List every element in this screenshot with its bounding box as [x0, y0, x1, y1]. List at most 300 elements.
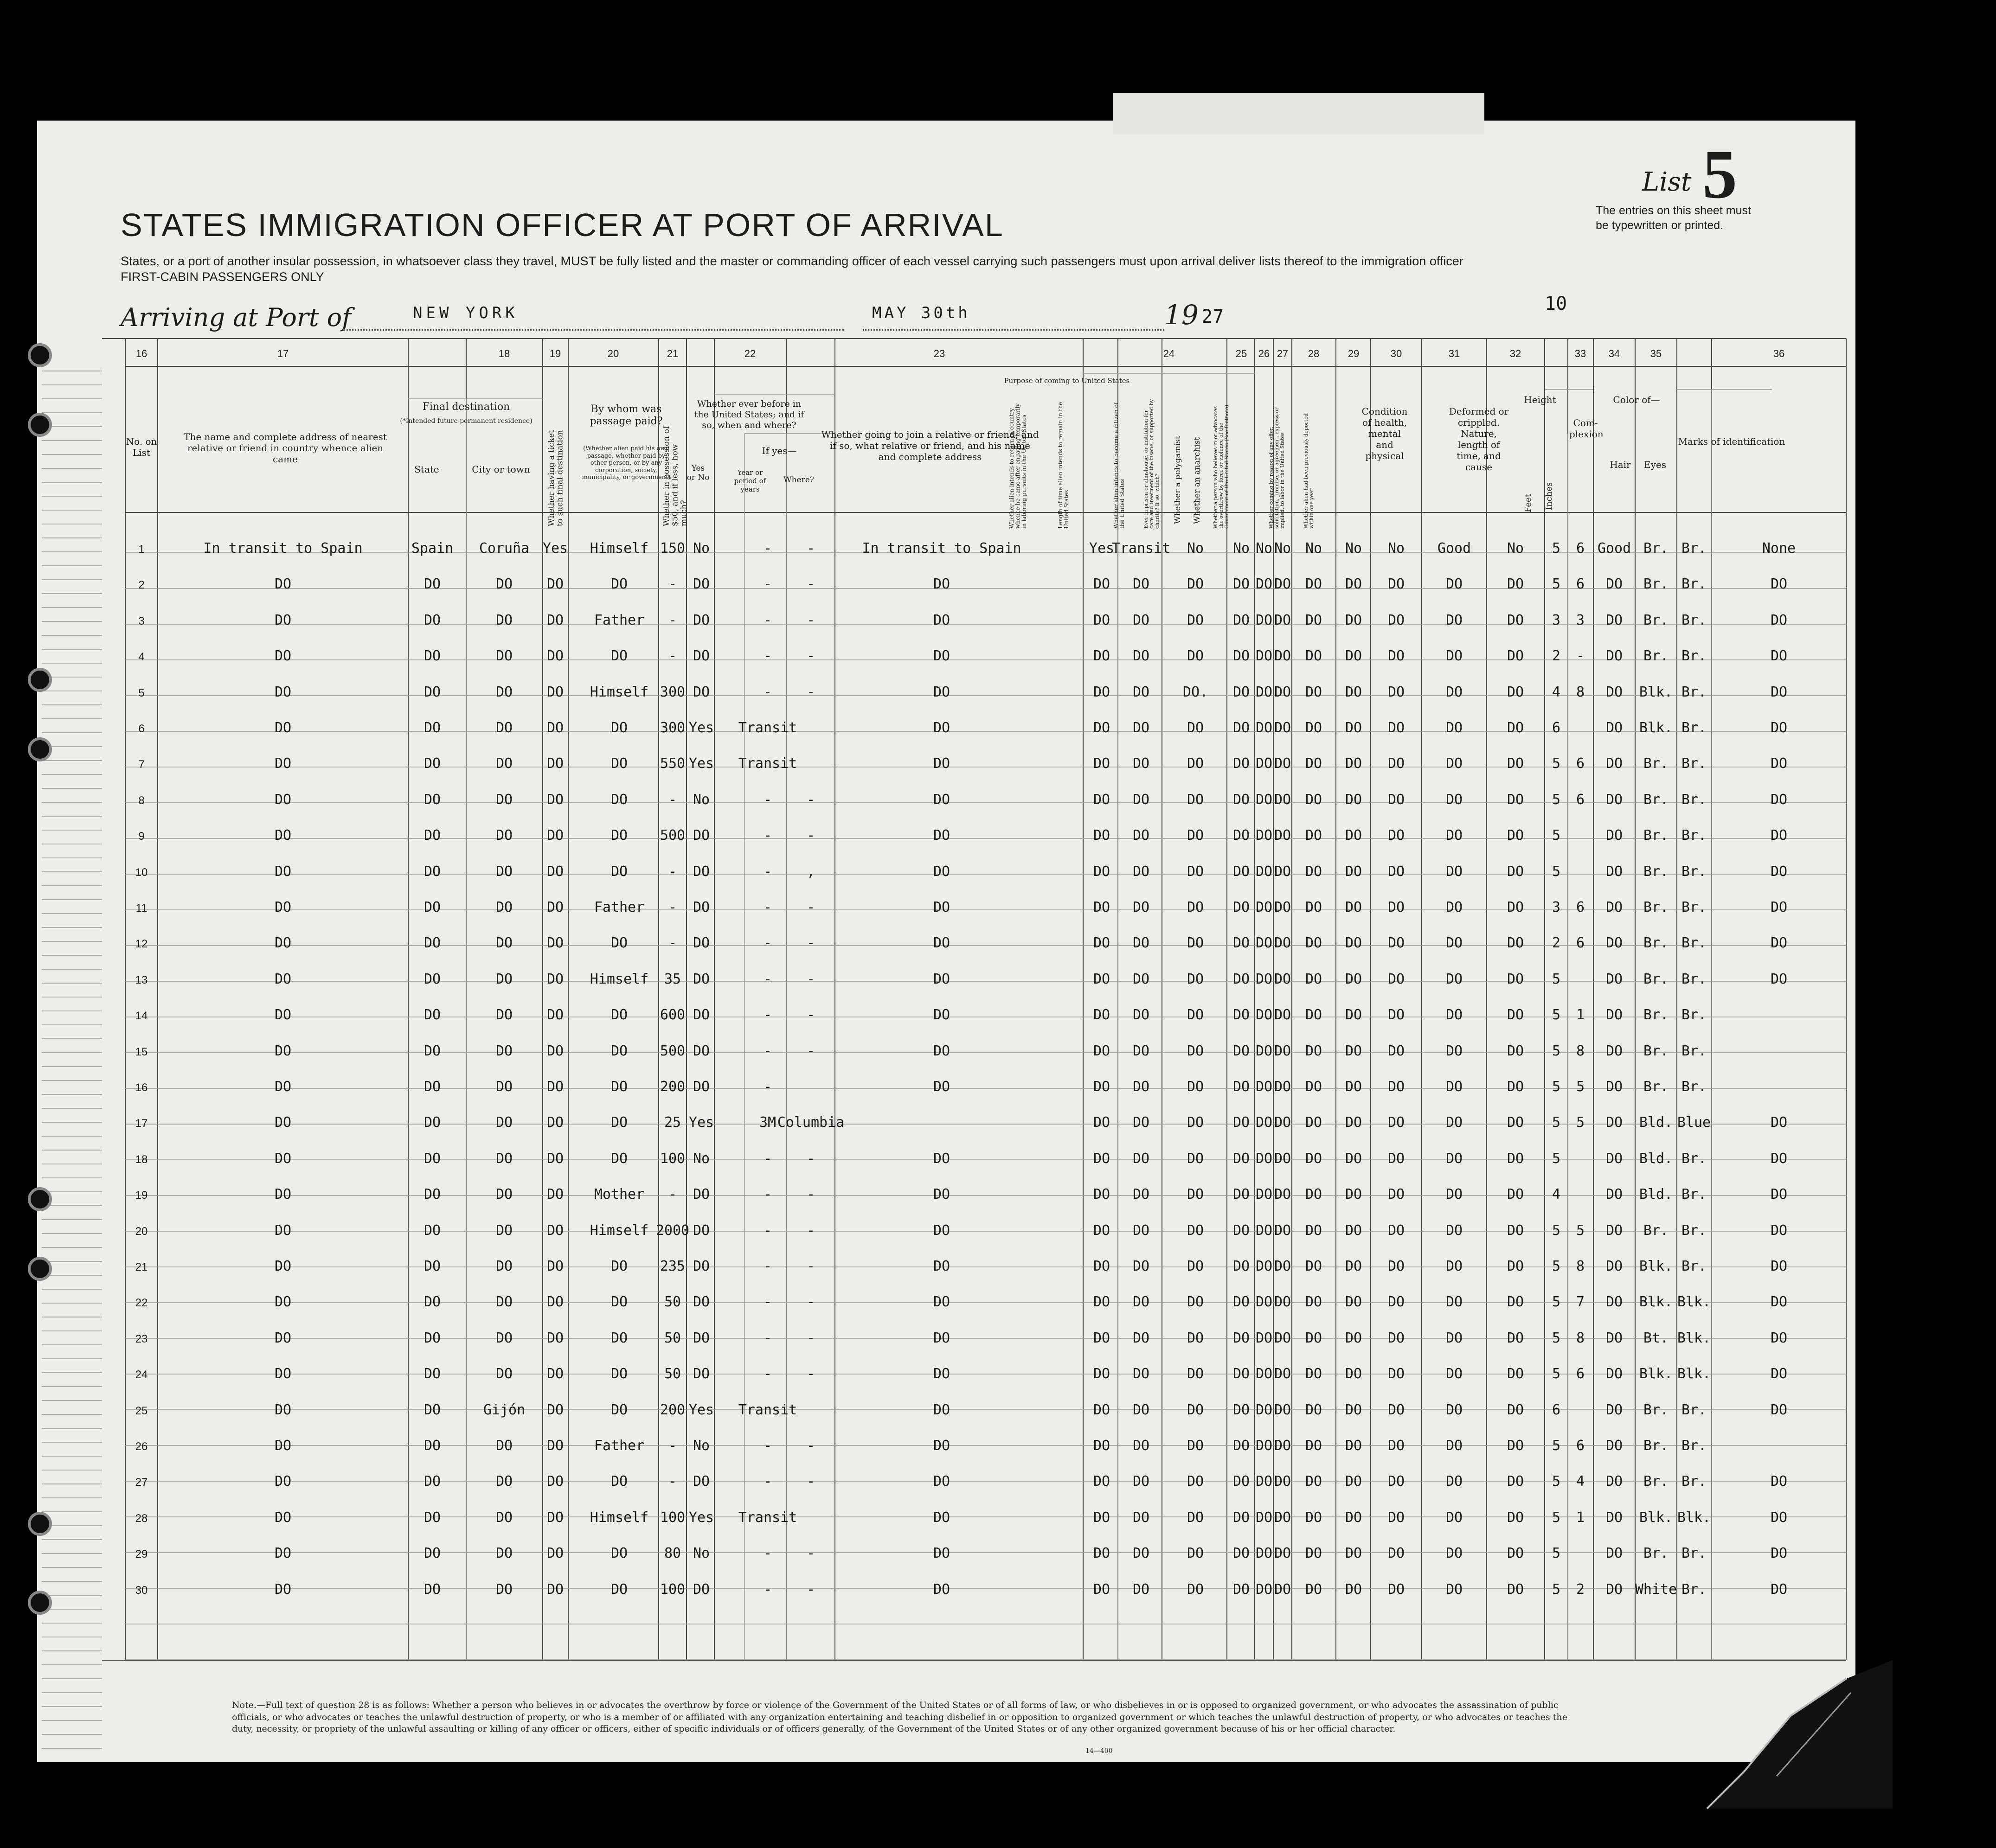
- row-number: 15: [135, 1045, 148, 1058]
- cell-q26: DO: [1255, 1079, 1273, 1095]
- cell-money: 500: [660, 827, 686, 844]
- cell-state: DO: [424, 1581, 441, 1598]
- cell-health: DO: [1445, 720, 1463, 736]
- cell-health: DO: [1445, 1114, 1463, 1131]
- cell-paid: DO: [610, 935, 628, 952]
- cell-p24b: DO: [1132, 971, 1150, 987]
- cell-health: DO: [1445, 755, 1463, 772]
- cell-health: DO: [1445, 684, 1463, 700]
- cell-ticket: DO: [546, 1581, 564, 1598]
- cell-q26: DO: [1255, 1330, 1273, 1346]
- cell-q28: DO: [1305, 1222, 1322, 1239]
- cell-p24a: DO: [1093, 612, 1110, 628]
- header-deformed: Deformed or crippled. Nature, length of time, and cause: [1449, 406, 1509, 473]
- cell-paid: DO: [610, 1079, 628, 1095]
- cell-ticket: DO: [546, 1401, 564, 1418]
- cell-deformed: DO: [1507, 576, 1524, 593]
- cell-q25: DO: [1232, 971, 1250, 987]
- cell-q28: DO: [1305, 1042, 1322, 1059]
- cell-q30: DO: [1387, 1438, 1405, 1454]
- cell-p24b: DO: [1132, 827, 1150, 844]
- cell-feet: 4: [1552, 1186, 1561, 1203]
- cell-q26: DO: [1255, 899, 1273, 915]
- cell-where: -: [806, 576, 815, 593]
- cell-health: DO: [1445, 971, 1463, 987]
- cell-health: DO: [1445, 1438, 1463, 1454]
- cell-q27: DO: [1274, 1473, 1291, 1490]
- cell-state: DO: [424, 791, 441, 808]
- cell-q25: DO: [1232, 755, 1250, 772]
- cell-paid: DO: [610, 1042, 628, 1059]
- cell-year: -: [763, 1007, 772, 1023]
- cell-p24a: DO: [1093, 971, 1110, 987]
- cell-where: -: [806, 1294, 815, 1311]
- cell-q29: DO: [1345, 684, 1362, 700]
- cell-state: DO: [424, 1007, 441, 1023]
- cell-p24c: DO: [1187, 899, 1204, 915]
- cell-p24b: DO: [1132, 1438, 1150, 1454]
- header-purpose: Purpose of coming to United States: [1004, 377, 1130, 385]
- cell-q28: DO: [1305, 1401, 1322, 1418]
- cell-paid: DO: [610, 648, 628, 665]
- cell-health: DO: [1445, 1258, 1463, 1274]
- page-title: STATES IMMIGRATION OFFICER AT PORT OF ARRIVAL: [121, 207, 1004, 243]
- cell-q30: DO: [1387, 1366, 1405, 1382]
- cell-join: In transit to Spain: [862, 540, 1021, 556]
- cell-where: -: [806, 1438, 815, 1454]
- header-q28: Whether a person who believes in or advocates the overthrow by force or violence of the Government of the United States (See footnote): [1213, 404, 1230, 529]
- cell-deformed: DO: [1507, 1258, 1524, 1274]
- cell-health: DO: [1445, 899, 1463, 915]
- cell-before: DO: [693, 863, 710, 880]
- cell-city: DO: [495, 1509, 513, 1526]
- cell-deformed: DO: [1507, 971, 1524, 987]
- cell-ticket: DO: [546, 1079, 564, 1095]
- cell-complexion: DO: [1605, 863, 1623, 880]
- cell-join: DO: [933, 1294, 950, 1311]
- cell-health: DO: [1445, 1294, 1463, 1311]
- header-anarchist: Whether an anarchist: [1193, 437, 1202, 524]
- row-number: 19: [135, 1189, 148, 1202]
- cell-complexion: DO: [1605, 1294, 1623, 1311]
- row-number: 29: [135, 1548, 148, 1561]
- cell-inches: 1: [1576, 1007, 1585, 1023]
- cell-money: -: [668, 899, 677, 915]
- cell-hair: Bld.: [1639, 1186, 1673, 1203]
- cell-deformed: DO: [1507, 1438, 1524, 1454]
- cell-before: Yes: [688, 720, 714, 736]
- cell-state: DO: [424, 1330, 441, 1346]
- cell-feet: 2: [1552, 648, 1561, 665]
- cell-deformed: DO: [1507, 1294, 1524, 1311]
- cell-complexion: DO: [1605, 1150, 1623, 1167]
- binder-hole: [28, 1187, 52, 1211]
- cell-hair: Bld.: [1639, 1150, 1673, 1167]
- cell-feet: 5: [1552, 576, 1561, 593]
- column-number: 22: [744, 348, 756, 359]
- header-color-of: Color of—: [1613, 394, 1660, 405]
- cell-hair: Bt.: [1643, 1330, 1669, 1346]
- cell-relative: DO: [274, 1438, 292, 1454]
- cell-ticket: DO: [546, 684, 564, 700]
- column-number: 18: [498, 348, 510, 359]
- cell-paid: Father: [594, 899, 645, 915]
- cell-before: DO: [693, 1042, 710, 1059]
- cell-deformed: DO: [1507, 1222, 1524, 1239]
- cell-inches: 6: [1576, 791, 1585, 808]
- cell-health: DO: [1445, 1581, 1463, 1598]
- cell-before: DO: [693, 1258, 710, 1274]
- binder-hole: [28, 668, 52, 692]
- cell-p24a: DO: [1093, 1401, 1110, 1418]
- cell-q28: DO: [1305, 612, 1322, 628]
- cell-relative: DO: [274, 1150, 292, 1167]
- cell-deformed: DO: [1507, 1401, 1524, 1418]
- cell-inches: 5: [1576, 1114, 1585, 1131]
- cell-paid: Himself: [590, 684, 649, 700]
- cell-city: DO: [495, 1473, 513, 1490]
- cell-complexion: DO: [1605, 1545, 1623, 1562]
- cell-hair: Blk.: [1639, 720, 1673, 736]
- cell-before: DO: [693, 612, 710, 628]
- cell-inches: 8: [1576, 1330, 1585, 1346]
- cell-feet: 3: [1552, 899, 1561, 915]
- binder-hole: [28, 1591, 52, 1615]
- cell-hair: Br.: [1643, 863, 1669, 880]
- cell-q26: DO: [1255, 1509, 1273, 1526]
- row-number: 25: [135, 1404, 148, 1417]
- cell-marks: None: [1762, 540, 1796, 556]
- cell-q28: DO: [1305, 899, 1322, 915]
- cell-where: ,: [806, 863, 815, 880]
- cell-ticket: DO: [546, 1438, 564, 1454]
- cell-where: -: [806, 1366, 815, 1382]
- cell-marks: DO: [1770, 863, 1788, 880]
- cell-eyes: Blk.: [1677, 1509, 1711, 1526]
- column-number: 24: [1163, 348, 1175, 359]
- cell-q27: DO: [1274, 1114, 1291, 1131]
- cell-p24a: DO: [1093, 791, 1110, 808]
- cell-q26: DO: [1255, 863, 1273, 880]
- cell-q27: DO: [1274, 827, 1291, 844]
- cell-p24b: DO: [1132, 576, 1150, 593]
- cell-p24a: DO: [1093, 1509, 1110, 1526]
- cell-q26: DO: [1255, 1186, 1273, 1203]
- cell-year: -: [763, 1186, 772, 1203]
- binder-hole: [28, 1257, 52, 1281]
- cell-p24b: DO: [1132, 863, 1150, 880]
- cell-p24c: DO: [1187, 935, 1204, 952]
- row-number: 4: [138, 651, 145, 664]
- cell-relative: DO: [274, 648, 292, 665]
- cell-join: DO: [933, 1330, 950, 1346]
- cell-q27: DO: [1274, 755, 1291, 772]
- cell-before: DO: [693, 576, 710, 593]
- cell-feet: 5: [1552, 1258, 1561, 1274]
- cell-state: DO: [424, 1366, 441, 1382]
- cell-hair: Br.: [1643, 1545, 1669, 1562]
- cell-deformed: DO: [1507, 1042, 1524, 1059]
- cell-q27: DO: [1274, 1366, 1291, 1382]
- cell-q30: DO: [1387, 1222, 1405, 1239]
- cell-q25: DO: [1232, 1079, 1250, 1095]
- cell-hair: Br.: [1643, 827, 1669, 844]
- cell-where: -: [806, 684, 815, 700]
- cell-eyes: Blk.: [1677, 1294, 1711, 1311]
- cell-p24b: DO: [1132, 1042, 1150, 1059]
- cell-city: DO: [495, 684, 513, 700]
- cell-money: 25: [664, 1114, 681, 1131]
- cell-q28: DO: [1305, 1186, 1322, 1203]
- cell-q29: DO: [1345, 863, 1362, 880]
- cell-p24c: DO: [1187, 1581, 1204, 1598]
- cell-q25: DO: [1232, 1114, 1250, 1131]
- cell-q27: DO: [1274, 1294, 1291, 1311]
- cell-p24a: DO: [1093, 1007, 1110, 1023]
- cell-money: 80: [664, 1545, 681, 1562]
- cell-ticket: DO: [546, 863, 564, 880]
- cell-marks: DO: [1770, 1545, 1788, 1562]
- cell-inches: 6: [1576, 899, 1585, 915]
- cell-eyes: Br.: [1681, 1438, 1707, 1454]
- cell-deformed: DO: [1507, 791, 1524, 808]
- cell-state: DO: [424, 1114, 441, 1131]
- cell-p24c: DO: [1187, 1438, 1204, 1454]
- cell-health: DO: [1445, 827, 1463, 844]
- cell-money: 100: [660, 1509, 686, 1526]
- cell-money: 50: [664, 1294, 681, 1311]
- cell-p24a: DO: [1093, 827, 1110, 844]
- cell-complexion: Good: [1597, 540, 1631, 556]
- cell-where: -: [806, 1545, 815, 1562]
- cell-relative: DO: [274, 1509, 292, 1526]
- cell-q25: DO: [1232, 1366, 1250, 1382]
- cell-join: DO: [933, 1079, 950, 1095]
- manifest-sheet: [37, 121, 1855, 1762]
- cell-hair: Blk.: [1639, 684, 1673, 700]
- cell-before: DO: [693, 1294, 710, 1311]
- cell-join: DO: [933, 1150, 950, 1167]
- cell-where: -: [806, 1042, 815, 1059]
- cell-relative: DO: [274, 1545, 292, 1562]
- header-height: Height: [1524, 394, 1556, 405]
- cell-inches: 6: [1576, 540, 1585, 556]
- column-number: 36: [1773, 348, 1785, 359]
- cell-marks: DO: [1770, 612, 1788, 628]
- cell-feet: 5: [1552, 1473, 1561, 1490]
- row-number: 28: [135, 1512, 148, 1525]
- cell-q29: DO: [1345, 1366, 1362, 1382]
- cell-q26: DO: [1255, 1473, 1273, 1490]
- cell-year: -: [763, 612, 772, 628]
- cell-q29: DO: [1345, 1330, 1362, 1346]
- cell-join: DO: [933, 971, 950, 987]
- cell-ticket: DO: [546, 755, 564, 772]
- cell-q30: DO: [1387, 1509, 1405, 1526]
- cell-q27: DO: [1274, 1545, 1291, 1562]
- cell-p24c: DO: [1187, 1366, 1204, 1382]
- cell-relative: DO: [274, 755, 292, 772]
- cell-complexion: DO: [1605, 1366, 1623, 1382]
- cell-city: DO: [495, 1222, 513, 1239]
- cell-q30: DO: [1387, 648, 1405, 665]
- cell-p24a: DO: [1093, 899, 1110, 915]
- cell-paid: DO: [610, 1545, 628, 1562]
- column-number: 20: [607, 348, 619, 359]
- cell-hair: Blk.: [1639, 1509, 1673, 1526]
- cell-q26: DO: [1255, 1114, 1273, 1131]
- cell-complexion: DO: [1605, 1401, 1623, 1418]
- cell-p24a: DO: [1093, 1330, 1110, 1346]
- cell-q26: DO: [1255, 1366, 1273, 1382]
- cell-q28: DO: [1305, 1545, 1322, 1562]
- cell-eyes: Br.: [1681, 1186, 1707, 1203]
- cell-inches: 6: [1576, 1438, 1585, 1454]
- cell-health: DO: [1445, 1007, 1463, 1023]
- cell-complexion: DO: [1605, 1258, 1623, 1274]
- cell-q26: DO: [1255, 1545, 1273, 1562]
- cell-ticket: DO: [546, 1258, 564, 1274]
- cell-marks: DO: [1770, 684, 1788, 700]
- cell-state: DO: [424, 1079, 441, 1095]
- cell-complexion: DO: [1605, 1438, 1623, 1454]
- cell-p24b: DO: [1132, 1007, 1150, 1023]
- cell-relative: DO: [274, 1042, 292, 1059]
- cell-q30: DO: [1387, 720, 1405, 736]
- cell-q29: DO: [1345, 935, 1362, 952]
- cell-city: DO: [495, 971, 513, 987]
- cell-health: Good: [1437, 540, 1471, 556]
- row-number: 24: [135, 1368, 148, 1381]
- header-final-destination-note: (*Intended future permanent residence): [400, 417, 533, 425]
- cell-q28: DO: [1305, 1294, 1322, 1311]
- header-feet: Feet: [1523, 493, 1533, 512]
- cell-state: DO: [424, 1438, 441, 1454]
- cell-join: DO: [933, 1258, 950, 1274]
- cell-city: DO: [495, 1114, 513, 1131]
- cell-health: DO: [1445, 612, 1463, 628]
- cell-ticket: DO: [546, 1366, 564, 1382]
- cell-relative: DO: [274, 1366, 292, 1382]
- cell-money: 2000: [655, 1222, 690, 1239]
- cell-complexion: DO: [1605, 612, 1623, 628]
- cell-relative: DO: [274, 1258, 292, 1274]
- cell-state: DO: [424, 1509, 441, 1526]
- cell-eyes: Br.: [1681, 720, 1707, 736]
- year-suffix: 27: [1201, 306, 1224, 327]
- cell-state: DO: [424, 899, 441, 915]
- cell-relative: DO: [274, 1473, 292, 1490]
- cell-deformed: DO: [1507, 863, 1524, 880]
- cell-inches: 8: [1576, 684, 1585, 700]
- cell-join: DO: [933, 1007, 950, 1023]
- cell-complexion: DO: [1605, 1473, 1623, 1490]
- cell-complexion: DO: [1605, 827, 1623, 844]
- cell-p24b: DO: [1132, 1294, 1150, 1311]
- cell-inches: 1: [1576, 1509, 1585, 1526]
- cell-join: DO: [933, 791, 950, 808]
- cell-before: No: [693, 1150, 710, 1167]
- cell-eyes: Br.: [1681, 612, 1707, 628]
- cell-q29: DO: [1345, 1581, 1362, 1598]
- cell-p24c: DO: [1187, 1330, 1204, 1346]
- cell-before: Yes: [688, 1114, 714, 1131]
- cell-city: DO: [495, 1007, 513, 1023]
- cell-join: DO: [933, 684, 950, 700]
- cell-eyes: Br.: [1681, 1545, 1707, 1562]
- header-polygamist: Whether a polygamist: [1173, 436, 1182, 524]
- header-q29: Whether coming by reason of any offer, solicitation, promise, or agreement, express or implied, to labor in the United States: [1268, 407, 1286, 529]
- cell-eyes: Br.: [1681, 1150, 1707, 1167]
- row-number: 10: [135, 866, 148, 879]
- cell-before: DO: [693, 1186, 710, 1203]
- cell-ticket: DO: [546, 612, 564, 628]
- cell-eyes: Blk.: [1677, 1330, 1711, 1346]
- cell-health: DO: [1445, 863, 1463, 880]
- cell-where: -: [806, 899, 815, 915]
- notice-line: be typewritten or printed.: [1596, 219, 1724, 232]
- header-passage-paid: By whom was passage paid?: [590, 403, 663, 428]
- row-number: 30: [135, 1584, 148, 1597]
- cell-q29: DO: [1345, 971, 1362, 987]
- cell-p24b: DO: [1132, 1366, 1150, 1382]
- cell-city: DO: [495, 1545, 513, 1562]
- cell-feet: 5: [1552, 1509, 1561, 1526]
- cell-year: Transit: [738, 1401, 797, 1418]
- cell-eyes: Br.: [1681, 576, 1707, 593]
- header-final-destination: Final destination: [422, 401, 510, 413]
- cell-hair: Br.: [1643, 1438, 1669, 1454]
- cell-marks: DO: [1770, 971, 1788, 987]
- cell-eyes: Br.: [1681, 540, 1707, 556]
- cell-hair: Br.: [1643, 1042, 1669, 1059]
- cell-q28: DO: [1305, 1079, 1322, 1095]
- cell-hair: White: [1635, 1581, 1677, 1598]
- cell-complexion: DO: [1605, 755, 1623, 772]
- cell-paid: Himself: [590, 540, 649, 556]
- cell-money: -: [668, 935, 677, 952]
- cell-p24c: DO: [1187, 1294, 1204, 1311]
- cell-q30: DO: [1387, 1186, 1405, 1203]
- cell-q29: No: [1345, 540, 1362, 556]
- cell-relative: DO: [274, 1330, 292, 1346]
- cell-hair: Br.: [1643, 935, 1669, 952]
- binder-hole: [28, 737, 52, 761]
- cell-q27: DO: [1274, 1186, 1291, 1203]
- cell-q27: DO: [1274, 1258, 1291, 1274]
- cell-q27: DO: [1274, 648, 1291, 665]
- cell-city: DO: [495, 1294, 513, 1311]
- cell-health: DO: [1445, 1222, 1463, 1239]
- cell-where: -: [806, 1222, 815, 1239]
- cell-state: DO: [424, 1150, 441, 1167]
- cell-q28: DO: [1305, 1473, 1322, 1490]
- cell-q28: DO: [1305, 1509, 1322, 1526]
- cell-health: DO: [1445, 1186, 1463, 1203]
- cell-q27: DO: [1274, 576, 1291, 593]
- cell-p24a: DO: [1093, 1438, 1110, 1454]
- cell-marks: DO: [1770, 648, 1788, 665]
- cell-q29: DO: [1345, 899, 1362, 915]
- cell-q26: DO: [1255, 1042, 1273, 1059]
- cell-q27: DO: [1274, 935, 1291, 952]
- cell-q29: DO: [1345, 1509, 1362, 1526]
- cell-p24c: No: [1187, 540, 1204, 556]
- cell-where: -: [806, 1330, 815, 1346]
- cell-q30: DO: [1387, 1042, 1405, 1059]
- cell-hair: Br.: [1643, 1222, 1669, 1239]
- cell-money: 500: [660, 1042, 686, 1059]
